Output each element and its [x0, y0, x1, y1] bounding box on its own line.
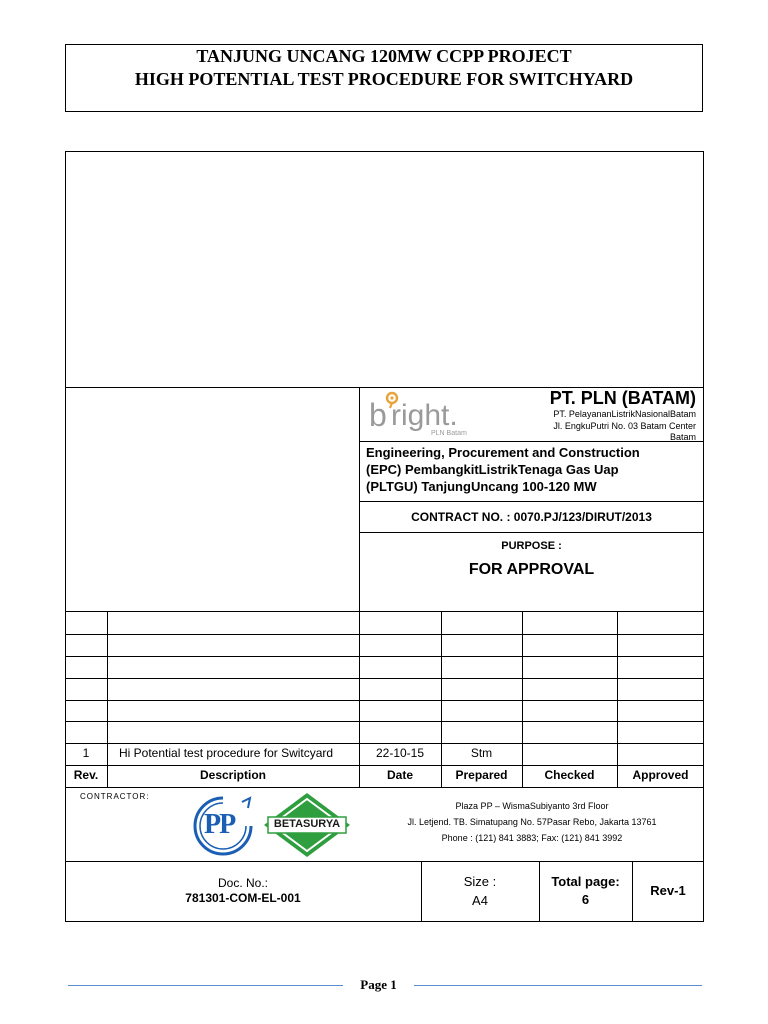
divider	[617, 611, 618, 787]
divider	[107, 611, 108, 787]
project-line-3: (PLTGU) TanjungUncang 100-120 MW	[366, 479, 597, 494]
total-page-value: 6	[581, 892, 590, 907]
bright-logo-text: right.	[391, 399, 458, 432]
purpose-value: FOR APPROVAL	[468, 561, 595, 578]
header-prepared: Prepared	[455, 768, 508, 782]
divider	[65, 861, 704, 862]
pp-logo-text: PP	[204, 809, 235, 840]
divider	[421, 861, 422, 922]
header-approved: Approved	[632, 768, 689, 782]
owner-address-2: Jl. EngkuPutri No. 03 Batam Center	[553, 421, 696, 431]
pp-logo	[190, 794, 256, 858]
header-rev: Rev.	[73, 768, 99, 782]
title-line-1: TANJUNG UNCANG 120MW CCPP PROJECT	[196, 46, 572, 66]
title-line-2: HIGH POTENTIAL TEST PROCEDURE FOR SWITCHYARD	[134, 69, 634, 89]
size-value: A4	[472, 893, 488, 908]
divider	[359, 501, 704, 502]
revision-date: 22-10-15	[375, 746, 425, 760]
header-date: Date	[386, 768, 413, 782]
divider	[359, 387, 360, 787]
divider	[65, 634, 704, 635]
size-label: Size :	[463, 874, 497, 889]
divider	[441, 611, 442, 787]
purpose-label: PURPOSE :	[501, 540, 562, 552]
owner-name: PT. PLN (BATAM)	[549, 388, 696, 408]
divider	[65, 678, 704, 679]
divider	[65, 765, 704, 766]
doc-no-label: Doc. No.:	[217, 876, 268, 890]
contractor-address-1: Plaza PP – WismaSubiyanto 3rd Floor	[455, 801, 609, 811]
divider	[65, 721, 704, 722]
owner-address-1: PT. PelayananListrikNasionalBatam	[553, 409, 696, 419]
bright-logo-letter: b	[369, 397, 387, 433]
betasurya-logo	[262, 791, 352, 859]
contract-number: CONTRACT NO. : 0070.PJ/123/DIRUT/2013	[411, 510, 652, 524]
contractor-address-2: Jl. Letjend. TB. Simatupang No. 57Pasar Rebo, Jakarta 13761	[407, 817, 657, 827]
total-page-label: Total page:	[551, 874, 620, 889]
betasurya-logo-text: BETASURYA	[273, 818, 341, 830]
title-box	[65, 44, 703, 112]
divider	[65, 787, 704, 788]
divider	[65, 700, 704, 701]
revision-description: Hi Potential test procedure for Switcyard	[119, 746, 334, 760]
divider	[65, 743, 704, 744]
project-line-1: Engineering, Procurement and Construction	[366, 445, 640, 460]
revision-prepared: Stm	[470, 746, 493, 760]
divider	[522, 611, 523, 787]
page-number: Page 1	[360, 977, 397, 992]
doc-revision: Rev-1	[650, 883, 686, 898]
footer-rule-right	[414, 985, 702, 986]
header-description: Description	[199, 768, 266, 782]
contractor-label: CONTRACTOR:	[80, 792, 150, 801]
header-checked: Checked	[544, 768, 595, 782]
divider	[65, 656, 704, 657]
bright-logo-sub: PLN Batam	[431, 430, 467, 437]
doc-no-value: 781301-COM-EL-001	[185, 891, 301, 905]
footer-rule-left	[68, 985, 343, 986]
revision-number: 1	[82, 746, 90, 760]
owner-address-3: Batam	[669, 432, 696, 442]
divider	[65, 611, 704, 612]
project-line-2: (EPC) PembangkitListrikTenaga Gas Uap	[366, 462, 619, 477]
contractor-address-3: Phone : (121) 841 3883; Fax: (121) 841 3992	[441, 833, 623, 843]
divider	[359, 532, 704, 533]
